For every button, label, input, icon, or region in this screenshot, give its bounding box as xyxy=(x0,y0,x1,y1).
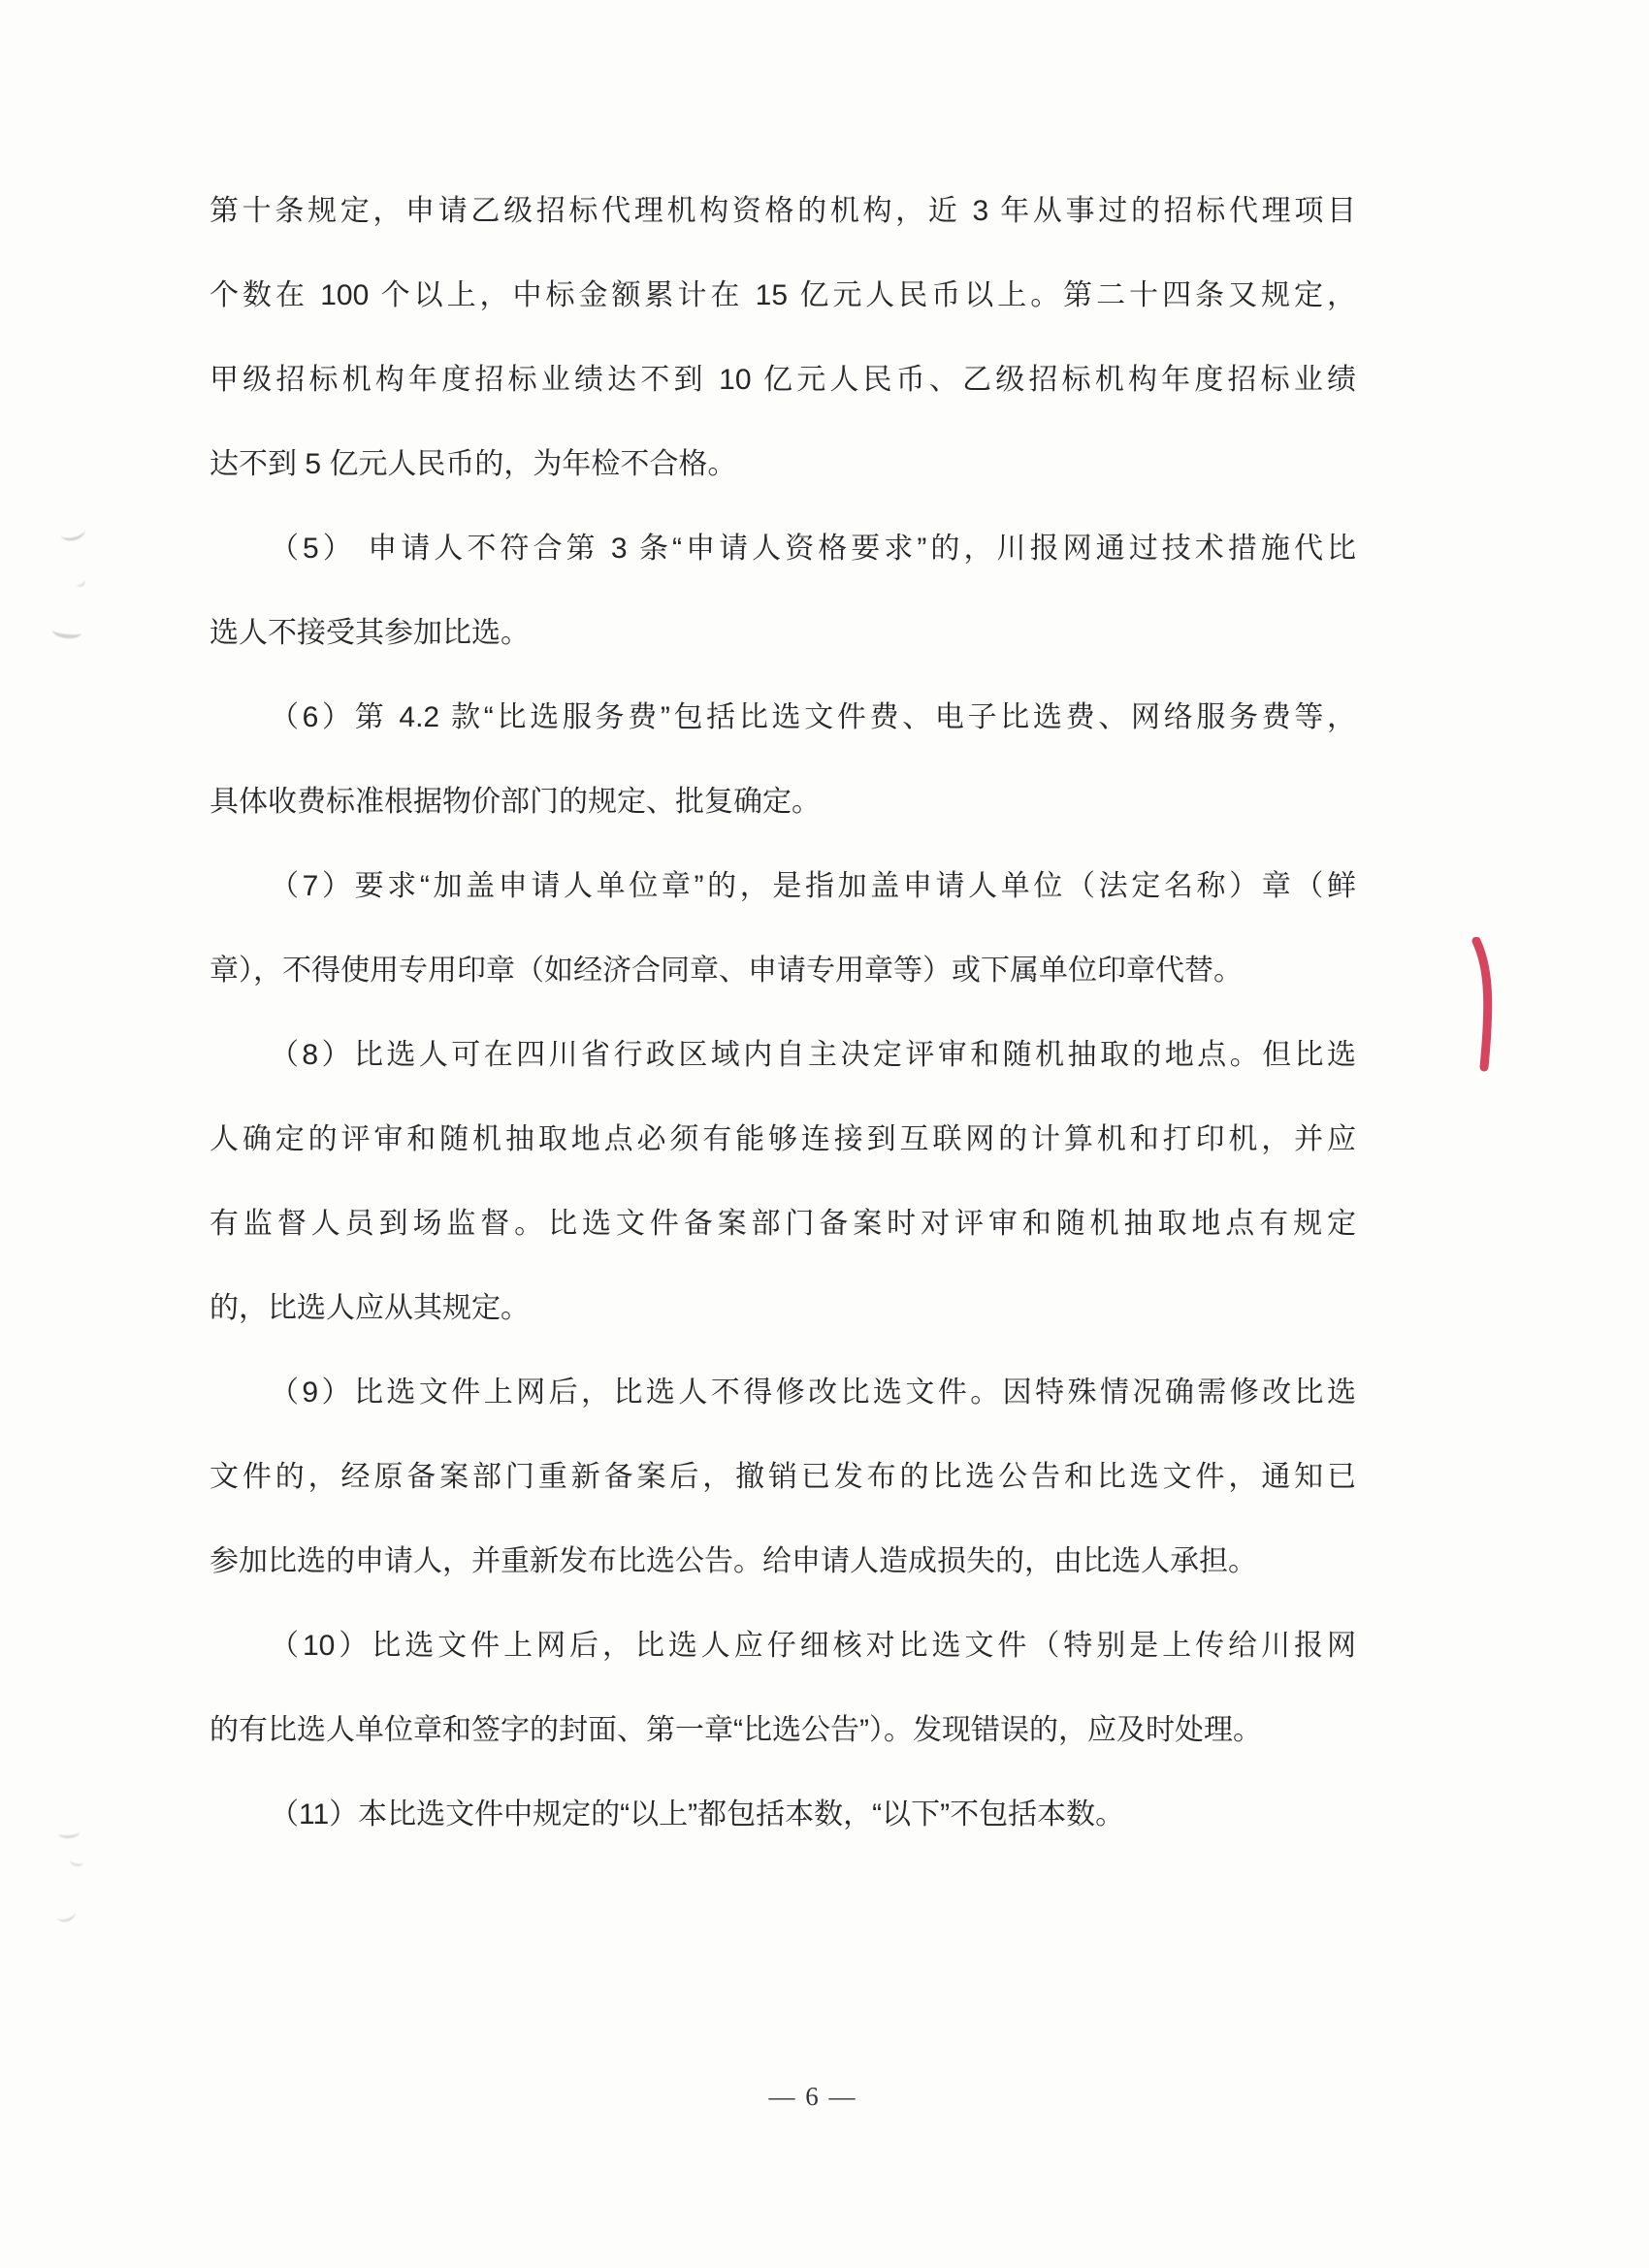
text-line: 的，比选人应从其规定。 xyxy=(210,1292,530,1324)
text-line: （9）比选文件上网后，比选人不得修改比选文件。因特殊情况确需修改比选 xyxy=(270,1377,1356,1409)
scan-smudge xyxy=(58,521,86,543)
document-body xyxy=(210,169,1356,1857)
text-line: （10）比选文件上网后，比选人应仔细核对比选文件（特别是上传给川报网 xyxy=(270,1630,1356,1662)
paragraph xyxy=(210,1772,1356,1857)
scan-smudge xyxy=(54,1904,78,1924)
text-line: 有监督人员到场监督。比选文件备案部门备案时对评审和随机抽取地点有规定 xyxy=(210,1208,1356,1240)
text-line: （7）要求“加盖申请人单位章”的，是指加盖申请人单位（法定名称）章（鲜 xyxy=(270,870,1356,902)
paragraph xyxy=(210,169,1356,506)
scan-smudge xyxy=(51,623,81,639)
text-line: 具体收费标准根据物价部门的规定、批复确定。 xyxy=(210,786,821,818)
scan-smudge xyxy=(74,576,86,589)
paragraph xyxy=(210,1604,1356,1772)
paragraph xyxy=(210,675,1356,844)
scan-smudge xyxy=(69,1856,84,1867)
text-line: （6）第 4.2 款“比选服务费”包括比选文件费、电子比选费、网络服务费等， xyxy=(270,701,1356,733)
paragraph xyxy=(210,1013,1356,1350)
text-line: 参加比选的申请人，并重新发布比选公告。给申请人造成损失的，由比选人承担。 xyxy=(210,1545,1257,1577)
red-pen-mark xyxy=(1469,937,1502,1073)
text-line: 个数在 100 个以上，中标金额累计在 15 亿元人民币以上。第二十四条又规定， xyxy=(210,279,1356,311)
text-line: （11）本比选文件中规定的“以上”都包括本数，“以下”不包括本数。 xyxy=(270,1798,1125,1831)
text-line: 甲级招标机构年度招标业绩达不到 10 亿元人民币、乙级招标机构年度招标业绩 xyxy=(210,364,1356,396)
text-line: 章），不得使用专用印章（如经济合同章、申请专用章等）或下属单位印章代替。 xyxy=(210,955,1243,987)
text-line: （5） 申请人不符合第 3 条“申请人资格要求”的，川报网通过技术措施代比 xyxy=(270,533,1356,565)
paragraph xyxy=(210,506,1356,675)
page-number: — 6 — xyxy=(768,2082,857,2111)
text-line: 文件的，经原备案部门重新备案后，撤销已发布的比选公告和比选文件，通知已 xyxy=(210,1461,1356,1493)
text-line: 人确定的评审和随机抽取地点必须有能够连接到互联网的计算机和打印机，并应 xyxy=(210,1123,1356,1155)
text-line: 的有比选人单位章和签字的封面、第一章“比选公告”）。发现错误的，应及时处理。 xyxy=(210,1714,1262,1746)
scan-smudge xyxy=(58,1827,81,1839)
text-line: 第十条规定，申请乙级招标代理机构资格的机构，近 3 年从事过的招标代理项目 xyxy=(210,195,1356,227)
text-line: （8）比选人可在四川省行政区域内自主决定评审和随机抽取的地点。但比选 xyxy=(270,1039,1356,1071)
paragraph xyxy=(210,1350,1356,1604)
paragraph xyxy=(210,844,1356,1013)
text-line: 达不到 5 亿元人民币的，为年检不合格。 xyxy=(210,448,737,480)
text-line: 选人不接受其参加比选。 xyxy=(210,617,530,649)
